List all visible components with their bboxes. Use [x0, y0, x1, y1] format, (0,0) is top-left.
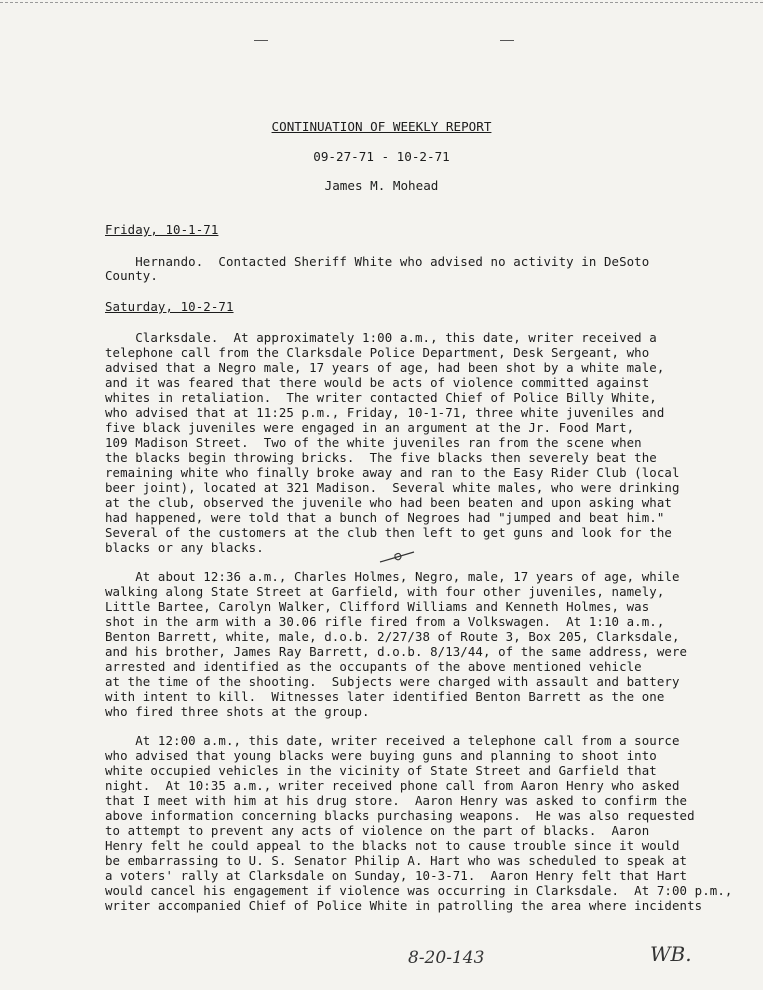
paragraph-line: beer joint), located at 321 Madison. Several white males, who were drinking — [105, 480, 680, 495]
paragraph-line: whites in retaliation. The writer contacted Chief of Police Billy White, — [105, 390, 657, 405]
paragraph-line: night. At 10:35 a.m., writer received phone call from Aaron Henry who asked — [105, 778, 680, 793]
paragraph-line: and it was feared that there would be acts of violence committed against — [105, 375, 650, 390]
paragraph-line: 109 Madison Street. Two of the white juveniles ran from the scene when — [105, 435, 642, 450]
paragraph-line: that I meet with him at his drug store. Aaron Henry was asked to confirm the — [105, 793, 688, 808]
paragraph-line: the blacks begin throwing bricks. The five blacks then severely beat the — [105, 450, 657, 465]
paragraph-line: white occupied vehicles in the vicinity of State Street and Garfield that — [105, 763, 657, 778]
paragraph-line: walking along State Street at Garfield, with four other juveniles, namely, — [105, 584, 665, 599]
paragraph-line: blacks or any blacks. — [105, 540, 264, 555]
paragraph-line: advised that a Negro male, 17 years of age, had been shot by a white male, — [105, 360, 665, 375]
punch-mark-right — [500, 40, 514, 41]
paragraph-line: who advised that young blacks were buying guns and planning to shoot into — [105, 748, 657, 763]
report-period: 09-27-71 - 10-2-71 — [313, 149, 450, 164]
paragraph-line: shot in the arm with a 30.06 rifle fired from a Volkswagen. At 1:10 a.m., — [105, 614, 665, 629]
paragraph-line: writer accompanied Chief of Police White in patrolling the area where incidents — [105, 898, 703, 913]
paragraph-line: Little Bartee, Carolyn Walker, Clifford Williams and Kenneth Holmes, was — [105, 599, 650, 614]
paragraph-line: had happened, were told that a bunch of Negroes had "jumped and beat him." — [105, 510, 665, 525]
handwritten-mark — [378, 549, 418, 565]
report-author: James M. Mohead — [324, 178, 439, 193]
paragraph-line: at the club, observed the juvenile who had been beaten and upon asking what — [105, 495, 672, 510]
paragraph-line: would cancel his engagement if violence was occurring in Clarksdale. At 7:00 p.m., — [105, 883, 733, 898]
paragraph-line: and his brother, James Ray Barrett, d.o.b. 8/13/44, of the same address, were — [105, 644, 688, 659]
paragraph-line: with intent to kill. Witnesses later identified Benton Barrett as the one — [105, 689, 665, 704]
scan-edge-line — [0, 2, 763, 3]
document-number-handwritten: 8-20-143 — [408, 948, 485, 968]
paragraph-line: a voters' rally at Clarksdale on Sunday, 10-3-71. Aaron Henry felt that Hart — [105, 868, 688, 883]
paragraph-line: at the time of the shooting. Subjects were charged with assault and battery — [105, 674, 680, 689]
paragraph-line: telephone call from the Clarksdale Police Department, Desk Sergeant, who — [105, 345, 650, 360]
initials-handwritten: WB. — [650, 942, 692, 966]
paragraph-line: above information concerning blacks purchasing weapons. He was also requested — [105, 808, 695, 823]
paragraph-line: County. — [105, 268, 158, 283]
paragraph-line: At 12:00 a.m., this date, writer received a telephone call from a source — [105, 733, 680, 748]
paragraph-line: Benton Barrett, white, male, d.o.b. 2/27/38 of Route 3, Box 205, Clarksdale, — [105, 629, 680, 644]
paragraph-line: arrested and identified as the occupants of the above mentioned vehicle — [105, 659, 642, 674]
paragraph-line: to attempt to prevent any acts of violence on the part of blacks. Aaron — [105, 823, 650, 838]
section-heading: Saturday, 10-2-71 — [105, 299, 234, 314]
section-heading: Friday, 10-1-71 — [105, 222, 219, 237]
paragraph-line: be embarrassing to U. S. Senator Philip A. Hart who was scheduled to speak at — [105, 853, 688, 868]
paragraph-line: five black juveniles were engaged in an argument at the Jr. Food Mart, — [105, 420, 635, 435]
paragraph-line: who advised that at 11:25 p.m., Friday, 10-1-71, three white juveniles and — [105, 405, 665, 420]
paragraph-line: Henry felt he could appeal to the blacks not to cause trouble since it would — [105, 838, 680, 853]
paragraph-line: remaining white who finally broke away and ran to the Easy Rider Club (local — [105, 465, 680, 480]
paragraph-line: who fired three shots at the group. — [105, 704, 370, 719]
report-title: CONTINUATION OF WEEKLY REPORT — [271, 119, 492, 134]
paragraph-line: Clarksdale. At approximately 1:00 a.m., this date, writer received a — [105, 330, 657, 345]
paragraph-line: Several of the customers at the club then left to get guns and look for the — [105, 525, 672, 540]
punch-mark-left — [254, 40, 268, 41]
paragraph-line: At about 12:36 a.m., Charles Holmes, Negro, male, 17 years of age, while — [105, 569, 680, 584]
paragraph-line: Hernando. Contacted Sheriff White who advised no activity in DeSoto — [105, 254, 650, 269]
